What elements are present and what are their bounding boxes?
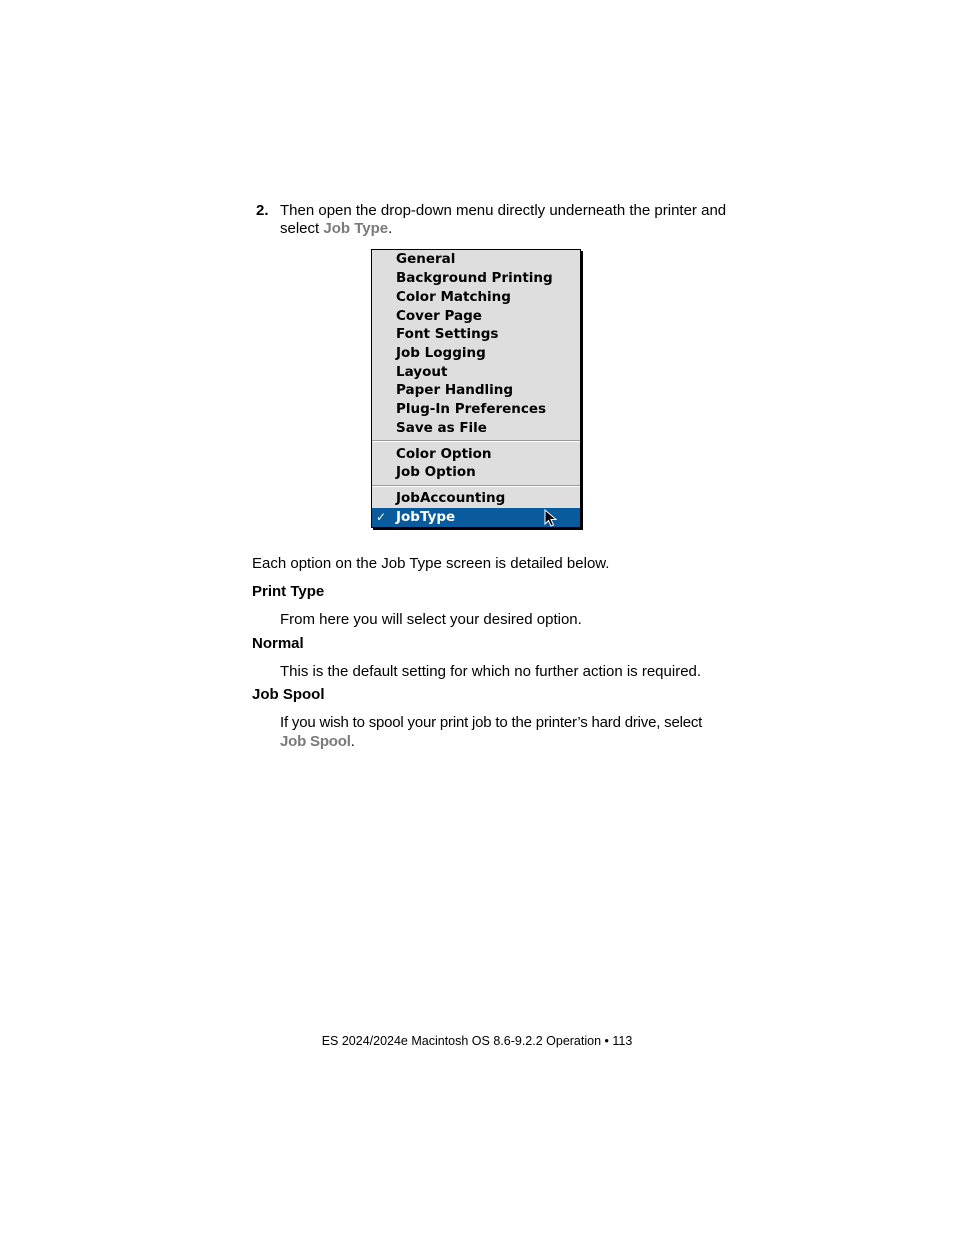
menu-item-cover-page[interactable]: Cover Page [396,308,482,324]
menu-item-layout[interactable]: Layout [396,364,448,380]
menu-item-paper-handling[interactable]: Paper Handling [396,382,514,398]
step-text-before: Then open the drop-down menu directly underneath the printer and select [280,202,727,237]
body-job-spool-before: If you wish to spool your print job to the printer’s hard drive, select [280,714,703,731]
step-text-after: . [388,220,393,237]
menu-item-label: JobType [396,509,456,525]
menu-item-save-as-file[interactable]: Save as File [396,420,487,436]
menu-item-jobaccounting[interactable]: JobAccounting [396,490,506,506]
job-type-link: Job Type [323,220,389,237]
checkmark-icon: ✓ [376,510,387,524]
menu-item-color-option[interactable]: Color Option [396,446,492,462]
intro-text: Each option on the Job Type screen is detailed below. [252,555,610,572]
heading-job-spool: Job Spool [252,686,325,703]
menu-item-jobtype-selected[interactable] [372,508,580,527]
heading-print-type: Print Type [252,583,325,600]
body-normal: This is the default setting for which no further action is required. [280,663,702,680]
heading-normal: Normal [252,635,304,652]
page-footer: ES 2024/2024e Macintosh OS 8.6-9.2.2 Operation • 113 [321,1034,633,1048]
menu-item-general[interactable]: General [396,251,456,267]
dropdown-menu [371,249,581,528]
job-spool-link: Job Spool [280,733,351,750]
menu-separator-highlight [372,486,580,487]
body-job-spool [280,713,730,751]
menu-item-font-settings[interactable]: Font Settings [396,326,499,342]
menu-item-job-option[interactable]: Job Option [396,464,476,480]
step-text [280,202,730,238]
body-job-spool-after: . [350,733,355,750]
menu-item-color-matching[interactable]: Color Matching [396,289,511,305]
mouse-pointer-icon [544,509,558,527]
menu-item-plugin-preferences[interactable]: Plug-In Preferences [396,401,547,417]
menu-separator-highlight [372,441,580,442]
menu-item-background-printing[interactable]: Background Printing [396,270,553,286]
body-print-type: From here you will select your desired option. [280,611,582,628]
menu-item-job-logging[interactable]: Job Logging [396,345,486,361]
step-number: 2. [256,202,269,219]
